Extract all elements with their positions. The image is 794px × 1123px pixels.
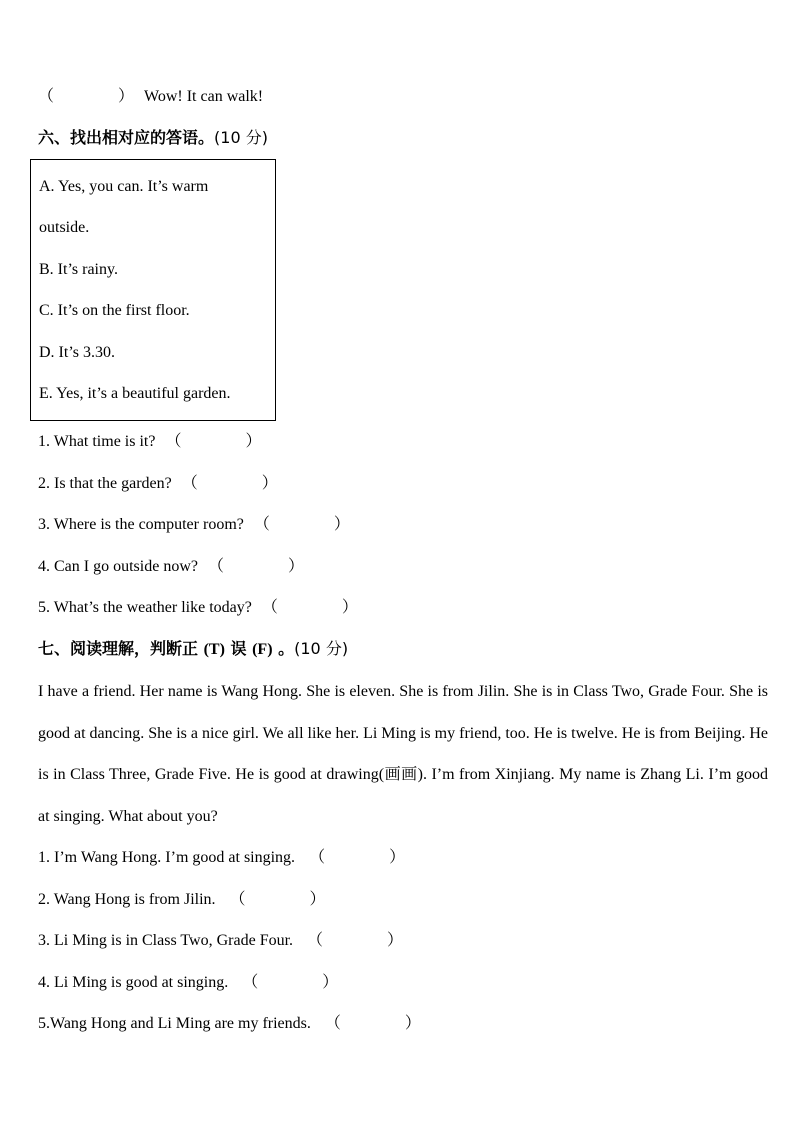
passage-text: I have a friend. Her name is Wang Hong. She is eleven. She is from Jilin. She is in Class Two, Grade Four. She is good at dancing. She is a nice girl. We all like her. Li Ming is my friend, too. He is twelve. He is from Beijing. He is in Class Three, Grade Five. He is good at drawing(画画). I’m from Xinjiang. My name is Zhang Li. I’m good at singing. What about you? bbox=[38, 683, 768, 825]
statement-text: 4. Li Ming is good at singing. bbox=[38, 974, 229, 991]
question-4 bbox=[38, 557, 304, 577]
statement-text: 2. Wang Hong is from Jilin. bbox=[38, 891, 216, 908]
statement-2 bbox=[38, 890, 326, 910]
statement-4 bbox=[38, 973, 338, 993]
answer-blank[interactable]: （ ） bbox=[207, 558, 304, 575]
question-text: 5. What’s the weather like today? bbox=[38, 599, 252, 616]
answer-blank[interactable]: （ ） bbox=[165, 433, 262, 450]
statement-1 bbox=[38, 848, 405, 868]
statement-3 bbox=[38, 931, 403, 951]
section7-heading bbox=[38, 639, 348, 660]
statement-5 bbox=[38, 1014, 421, 1034]
section7-title: 七、阅读理解，判断正 bbox=[38, 639, 199, 658]
section6-score: (10 分) bbox=[214, 128, 268, 147]
option-a: A. Yes, you can. It’s warm bbox=[39, 178, 209, 195]
question-text: 1. What time is it? bbox=[38, 433, 156, 450]
question-1 bbox=[38, 432, 261, 452]
question-text: 2. Is that the garden? bbox=[38, 475, 172, 492]
answer-blank[interactable]: （ ） bbox=[253, 516, 350, 533]
option-e: E. Yes, it’s a beautiful garden. bbox=[39, 385, 231, 402]
answer-blank[interactable]: （ ） bbox=[324, 1015, 421, 1032]
answer-blank[interactable]: （ ） bbox=[242, 974, 339, 991]
answer-blank[interactable]: （ ） bbox=[261, 599, 358, 616]
option-d: D. It’s 3.30. bbox=[39, 344, 115, 361]
statement-text: 1. I’m Wang Hong. I’m good at singing. bbox=[38, 849, 296, 866]
answer-blank[interactable]: （ ） bbox=[229, 891, 326, 908]
wrong-label: 误 bbox=[230, 639, 247, 658]
question-5 bbox=[38, 598, 358, 618]
question-text: 3. Where is the computer room? bbox=[38, 516, 244, 533]
option-a-cont: outside. bbox=[39, 219, 90, 236]
section7-score: (10 分) bbox=[294, 639, 349, 658]
options-box bbox=[30, 159, 276, 421]
t-mark: (T) bbox=[203, 641, 225, 658]
question-2 bbox=[38, 474, 278, 494]
option-c: C. It’s on the first floor. bbox=[39, 302, 190, 319]
top-item-text: Wow! It can walk! bbox=[144, 88, 264, 105]
statement-text: 5.Wang Hong and Li Ming are my friends. bbox=[38, 1015, 311, 1032]
answer-blank[interactable]: （ ） bbox=[307, 932, 404, 949]
question-3 bbox=[38, 515, 350, 535]
f-mark: (F) bbox=[252, 641, 273, 658]
answer-blank[interactable]: （ ） bbox=[38, 88, 135, 105]
option-b: B. It’s rainy. bbox=[39, 261, 118, 278]
period-mark: 。 bbox=[278, 639, 295, 658]
top-item bbox=[38, 87, 263, 107]
statement-text: 3. Li Ming is in Class Two, Grade Four. bbox=[38, 932, 294, 949]
question-text: 4. Can I go outside now? bbox=[38, 558, 198, 575]
section6-heading bbox=[38, 128, 268, 148]
reading-passage bbox=[38, 671, 768, 837]
answer-blank[interactable]: （ ） bbox=[181, 475, 278, 492]
answer-blank[interactable]: （ ） bbox=[309, 849, 406, 866]
section6-title: 六、找出相对应的答语。 bbox=[38, 128, 215, 147]
